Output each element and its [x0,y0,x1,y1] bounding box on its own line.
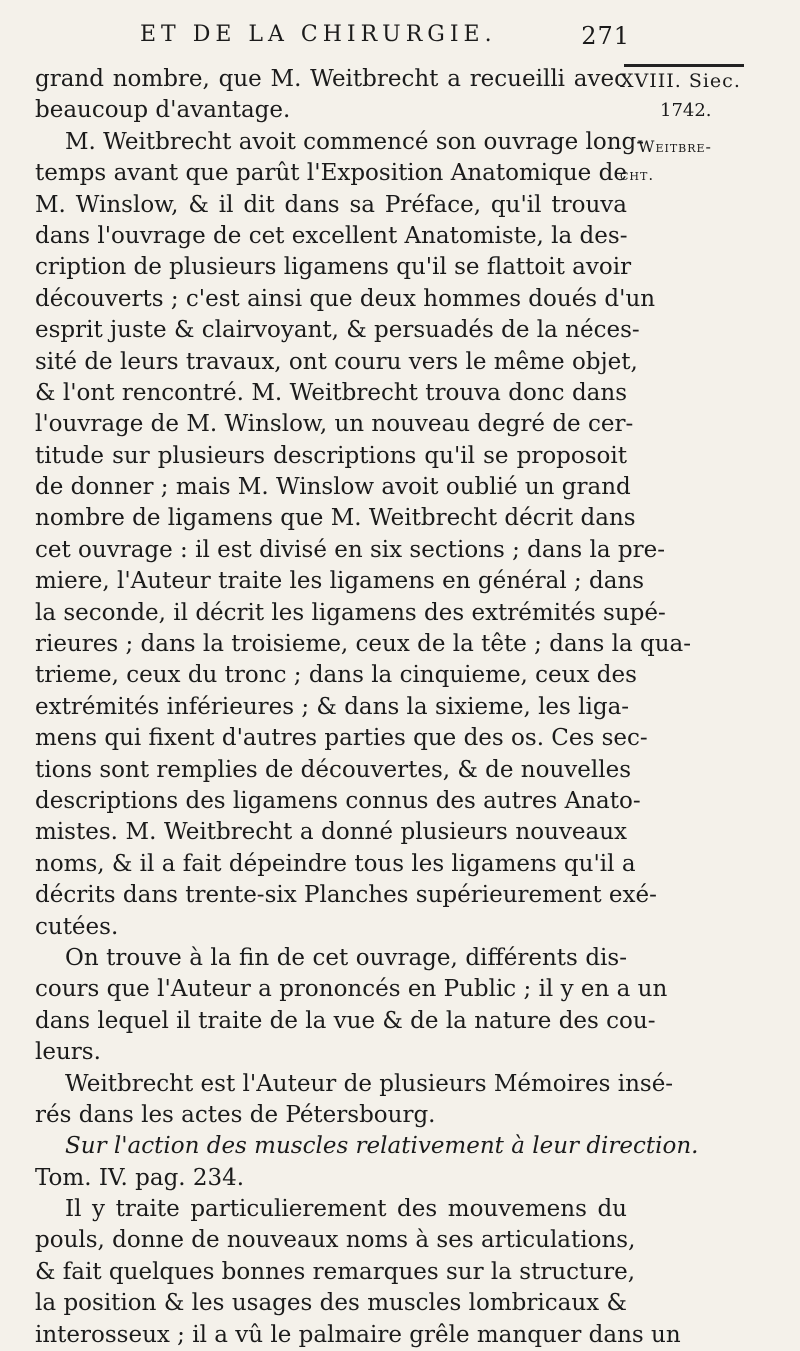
page-header [140,22,630,52]
text-line: la position & les usages des muscles lombricaux & [35,1290,627,1317]
margin-author-line-2: cht. [620,166,655,184]
text-line: beaucoup d'avantage. [35,97,291,124]
article-reference: Tom. IV. pag. 234. [35,1164,245,1191]
text-line: de donner ; mais M. Winslow avoit oublié un grand [35,474,631,501]
text-line: temps avant que parût l'Exposition Anatomique de [35,160,627,187]
text-line: dans l'ouvrage de cet excellent Anatomiste, la des- [35,222,628,249]
text-line: leurs. [35,1039,101,1066]
text-line: esprit juste & clairvoyant, & persuadés de la néces- [35,317,640,344]
text-line: découverts ; c'est ainsi que deux hommes doués d'un [35,285,656,312]
article-title: Sur l'action des muscles relativement à leur direction. [65,1133,699,1160]
margin-notes [620,70,795,186]
text-line: Il y traite particulierement des mouvemens du [65,1196,627,1223]
text-line: mistes. M. Weitbrecht a donné plusieurs nouveaux [35,819,627,846]
text-line: & fait quelques bonnes remarques sur la structure, [35,1258,635,1285]
text-line: dans lequel il traite de la vue & de la nature des cou- [35,1007,656,1034]
margin-rule [624,64,744,67]
text-line: trieme, ceux du tronc ; dans la cinquieme, ceux des [35,662,637,689]
text-line: noms, & il a fait dépeindre tous les ligamens qu'il a [35,850,636,877]
margin-author-line-1: Weitbre- [638,137,712,156]
text-line: descriptions des ligamens connus des autres Anato- [35,787,641,814]
text-line: grand nombre, que M. Weitbrecht a recueilli avec [35,66,627,92]
text-line: la seconde, il décrit les ligamens des extrémités supé- [35,599,666,626]
text-line: miere, l'Auteur traite les ligamens en général ; dans [35,568,645,595]
text-line: cutées. [35,913,119,940]
text-line: Weitbrecht est l'Auteur de plusieurs Mémoires insé- [65,1070,674,1097]
text-line: cours que l'Auteur a prononcés en Public ; il y en a un [35,976,668,1003]
text-line: cet ouvrage : il est divisé en six sections ; dans la pre- [35,536,666,563]
margin-century: XVIII. Siec. [620,70,741,92]
text-line: rieures ; dans la troisieme, ceux de la tête ; dans la qua- [35,631,692,658]
text-line: extrémités inférieures ; & dans la sixieme, les liga- [35,693,630,720]
text-line: mens qui fixent d'autres parties que des os. Ces sec- [35,725,648,752]
text-line: & l'ont rencontré. M. Weitbrecht trouva donc dans [35,379,627,406]
text-line: nombre de ligamens que M. Weitbrecht décrit dans [35,505,636,532]
text-line: On trouve à la fin de cet ouvrage, différents dis- [65,944,627,971]
text-line: rés dans les actes de Pétersbourg. [35,1101,436,1128]
text-line: cription de plusieurs ligamens qu'il se flattoit avoir [35,254,632,281]
text-line: décrits dans trente-six Planches supérieurement exé- [35,882,657,909]
running-head: ET DE LA CHIRURGIE. [140,22,497,47]
text-line: interosseux ; il a vû le palmaire grêle manquer dans un [35,1321,681,1348]
text-line: pouls, donne de nouveaux noms à ses articulations, [35,1227,636,1254]
text-line: sité de leurs travaux, ont couru vers le même objet, [35,348,638,375]
text-line: l'ouvrage de M. Winslow, un nouveau degré de cer- [35,411,634,438]
text-line: tions sont remplies de découvertes, & de nouvelles [35,756,632,783]
text-line: M. Winslow, & il dit dans sa Préface, qu'il trouva [35,191,627,218]
text-line: M. Weitbrecht avoit commencé son ouvrage long- [65,128,645,155]
margin-year: 1742. [660,100,712,121]
page-number: 271 [581,22,630,50]
text-line: titude sur plusieurs descriptions qu'il se proposoit [35,442,627,469]
